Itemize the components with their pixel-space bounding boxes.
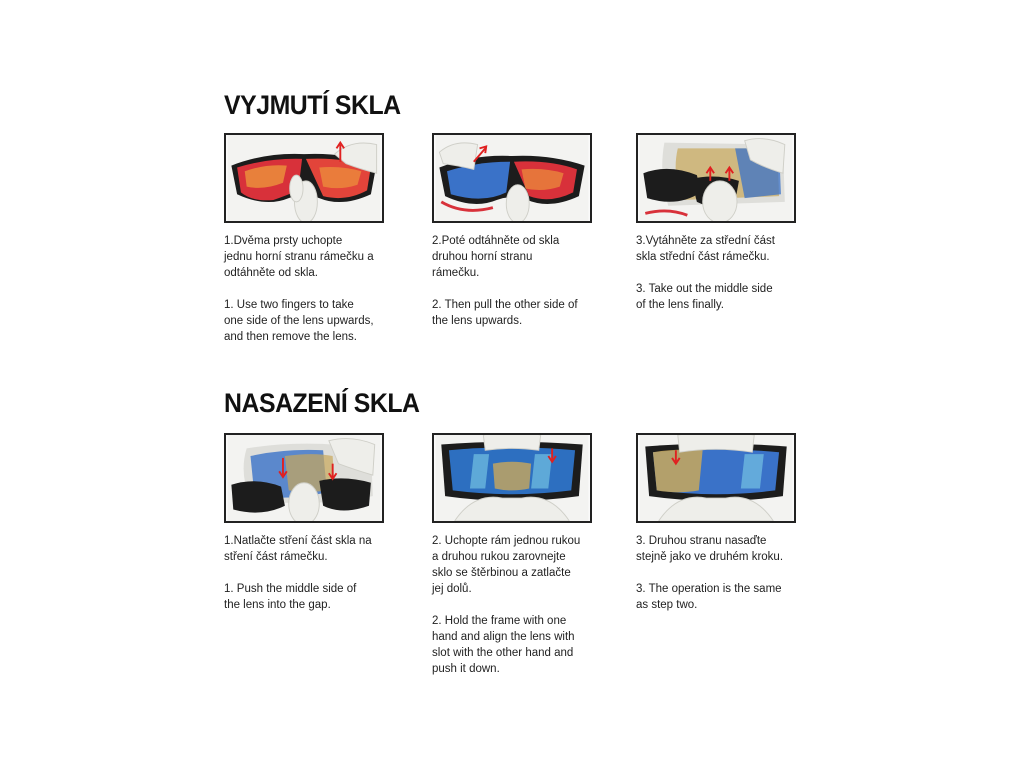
removal-step-3-czech-text: 3.Vytáhněte za střední část skla střední část rámečku. — [636, 235, 775, 263]
removal-step-2-czech-text: 2.Poté odtáhněte od skla druhou horní stranu rámečku. — [432, 235, 560, 279]
removal-step-3 — [636, 133, 818, 313]
insertion-step-1-czech-text: 1.Natlačte stření část skla na stření část rámečku. — [224, 535, 372, 563]
glasses-lens-insert-image-1 — [226, 435, 382, 521]
section-title-lens-insertion: NASAZENÍ SKLA — [224, 388, 420, 418]
removal-step-2 — [432, 133, 614, 329]
glasses-lens-removal-image-1 — [226, 135, 382, 221]
removal-step-3-photo — [636, 133, 796, 223]
section-title-lens-removal: VYJMUTÍ SKLA — [224, 90, 401, 120]
insertion-step-3 — [636, 433, 818, 613]
insertion-step-2 — [432, 433, 614, 677]
insertion-step-1-english-text: 1. Push the middle side of the lens into the gap. — [224, 583, 357, 611]
insertion-step-3-photo — [636, 433, 796, 523]
insertion-step-2-english-text: 2. Hold the frame with one hand and align the lens with slot with the other hand and push it down. — [432, 615, 575, 675]
insertion-step-1 — [224, 433, 406, 613]
glasses-lens-insert-image-2 — [434, 435, 590, 521]
glasses-lens-removal-image-2 — [434, 135, 590, 221]
removal-step-2-english-text: 2. Then pull the other side of the lens upwards. — [432, 299, 578, 327]
insertion-step-3-english-text: 3. The operation is the same as step two. — [636, 583, 782, 611]
insertion-step-2-photo — [432, 433, 592, 523]
removal-step-1 — [224, 133, 406, 345]
removal-step-1-photo — [224, 133, 384, 223]
removal-step-2-photo — [432, 133, 592, 223]
removal-step-3-english-text: 3. Take out the middle side of the lens finally. — [636, 283, 773, 311]
glasses-lens-removal-image-3 — [638, 135, 794, 221]
removal-step-1-english-text: 1. Use two fingers to take one side of the lens upwards, and then remove the lens. — [224, 299, 374, 343]
removal-step-1-czech-text: 1.Dvěma prsty uchopte jednu horní stranu rámečku a odtáhněte od skla. — [224, 235, 374, 279]
insertion-step-2-czech-text: 2. Uchopte rám jednou rukou a druhou rukou zarovnejte sklo se štěrbinou a zatlačte jej dolů. — [432, 535, 581, 595]
insertion-step-1-photo — [224, 433, 384, 523]
insertion-step-3-czech-text: 3. Druhou stranu nasaďte stejně jako ve druhém kroku. — [636, 535, 784, 563]
glasses-lens-insert-image-3 — [638, 435, 794, 521]
